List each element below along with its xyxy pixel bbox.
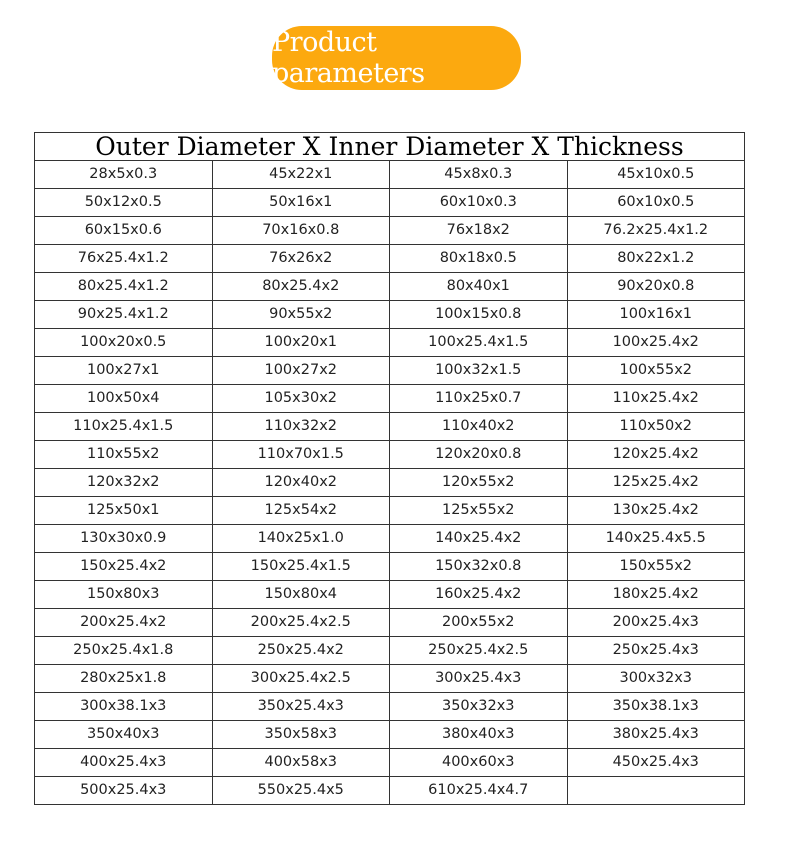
table-cell: 550x25.4x5 xyxy=(212,777,390,805)
table-cell: 400x25.4x3 xyxy=(35,749,213,777)
table-cell: 300x25.4x2.5 xyxy=(212,665,390,693)
table-cell: 500x25.4x3 xyxy=(35,777,213,805)
table-cell: 45x22x1 xyxy=(212,161,390,189)
table-cell: 100x16x1 xyxy=(567,301,745,329)
table-cell: 300x32x3 xyxy=(567,665,745,693)
table-cell-empty xyxy=(567,777,745,805)
table-cell: 80x22x1.2 xyxy=(567,245,745,273)
table-cell: 110x25x0.7 xyxy=(390,385,568,413)
table-row xyxy=(35,581,745,609)
table-row xyxy=(35,385,745,413)
table-cell: 70x16x0.8 xyxy=(212,217,390,245)
table-cell: 200x25.4x3 xyxy=(567,609,745,637)
table-cell: 50x12x0.5 xyxy=(35,189,213,217)
table-row xyxy=(35,749,745,777)
table-cell: 150x25.4x2 xyxy=(35,553,213,581)
parameters-table xyxy=(34,132,745,805)
table-cell: 90x55x2 xyxy=(212,301,390,329)
table-cell: 60x10x0.3 xyxy=(390,189,568,217)
badge-label: Product parameters xyxy=(272,27,425,89)
table-cell: 100x20x0.5 xyxy=(35,329,213,357)
table-cell: 80x18x0.5 xyxy=(390,245,568,273)
table-cell: 110x55x2 xyxy=(35,441,213,469)
table-cell: 110x50x2 xyxy=(567,413,745,441)
table-row xyxy=(35,329,745,357)
table-cell: 100x25.4x2 xyxy=(567,329,745,357)
table-row xyxy=(35,637,745,665)
table-row xyxy=(35,721,745,749)
table-cell: 80x40x1 xyxy=(390,273,568,301)
table-cell: 120x55x2 xyxy=(390,469,568,497)
table-row xyxy=(35,693,745,721)
table-row xyxy=(35,553,745,581)
table-cell: 350x32x3 xyxy=(390,693,568,721)
table-cell: 45x8x0.3 xyxy=(390,161,568,189)
table-cell: 610x25.4x4.7 xyxy=(390,777,568,805)
table-cell: 100x15x0.8 xyxy=(390,301,568,329)
table-cell: 200x25.4x2 xyxy=(35,609,213,637)
table-cell: 100x50x4 xyxy=(35,385,213,413)
table-cell: 150x80x4 xyxy=(212,581,390,609)
table-row xyxy=(35,413,745,441)
table-cell: 76x26x2 xyxy=(212,245,390,273)
table-cell: 280x25x1.8 xyxy=(35,665,213,693)
table-cell: 90x20x0.8 xyxy=(567,273,745,301)
table-cell: 100x32x1.5 xyxy=(390,357,568,385)
table-cell: 105x30x2 xyxy=(212,385,390,413)
table-cell: 140x25x1.0 xyxy=(212,525,390,553)
table-row xyxy=(35,301,745,329)
table-cell: 250x25.4x2.5 xyxy=(390,637,568,665)
table-cell: 140x25.4x5.5 xyxy=(567,525,745,553)
table-cell: 120x32x2 xyxy=(35,469,213,497)
table-cell: 90x25.4x1.2 xyxy=(35,301,213,329)
table-cell: 400x58x3 xyxy=(212,749,390,777)
table-cell: 80x25.4x2 xyxy=(212,273,390,301)
table-cell: 100x27x1 xyxy=(35,357,213,385)
table-cell: 76x25.4x1.2 xyxy=(35,245,213,273)
table-cell: 380x40x3 xyxy=(390,721,568,749)
table-row xyxy=(35,189,745,217)
table-cell: 130x30x0.9 xyxy=(35,525,213,553)
table-cell: 100x20x1 xyxy=(212,329,390,357)
table-header-row xyxy=(35,133,745,161)
table-cell: 380x25.4x3 xyxy=(567,721,745,749)
table-cell: 100x55x2 xyxy=(567,357,745,385)
table-cell: 125x25.4x2 xyxy=(567,469,745,497)
table-cell: 150x55x2 xyxy=(567,553,745,581)
table-cell: 160x25.4x2 xyxy=(390,581,568,609)
table-cell: 250x25.4x2 xyxy=(212,637,390,665)
table-cell: 50x16x1 xyxy=(212,189,390,217)
table-cell: 28x5x0.3 xyxy=(35,161,213,189)
table-row xyxy=(35,273,745,301)
table-header: Outer Diameter X Inner Diameter X Thickness xyxy=(35,133,745,161)
table-cell: 110x25.4x1.5 xyxy=(35,413,213,441)
table-cell: 250x25.4x3 xyxy=(567,637,745,665)
table-cell: 350x25.4x3 xyxy=(212,693,390,721)
table-cell: 120x20x0.8 xyxy=(390,441,568,469)
table-cell: 110x40x2 xyxy=(390,413,568,441)
table-cell: 250x25.4x1.8 xyxy=(35,637,213,665)
table-cell: 80x25.4x1.2 xyxy=(35,273,213,301)
table-cell: 125x54x2 xyxy=(212,497,390,525)
table-row xyxy=(35,161,745,189)
table-row xyxy=(35,525,745,553)
table-row xyxy=(35,777,745,805)
table-cell: 300x38.1x3 xyxy=(35,693,213,721)
table-cell: 76x18x2 xyxy=(390,217,568,245)
table-cell: 350x40x3 xyxy=(35,721,213,749)
product-parameters-badge xyxy=(272,26,521,90)
table-cell: 150x80x3 xyxy=(35,581,213,609)
table-cell: 110x32x2 xyxy=(212,413,390,441)
table-cell: 100x25.4x1.5 xyxy=(390,329,568,357)
table-row xyxy=(35,609,745,637)
table-cell: 180x25.4x2 xyxy=(567,581,745,609)
table-cell: 120x40x2 xyxy=(212,469,390,497)
table-cell: 100x27x2 xyxy=(212,357,390,385)
table-cell: 110x70x1.5 xyxy=(212,441,390,469)
table-cell: 300x25.4x3 xyxy=(390,665,568,693)
table-cell: 450x25.4x3 xyxy=(567,749,745,777)
table-cell: 120x25.4x2 xyxy=(567,441,745,469)
table-cell: 150x32x0.8 xyxy=(390,553,568,581)
table-cell: 200x25.4x2.5 xyxy=(212,609,390,637)
table-cell: 60x10x0.5 xyxy=(567,189,745,217)
table-cell: 76.2x25.4x1.2 xyxy=(567,217,745,245)
table-cell: 350x38.1x3 xyxy=(567,693,745,721)
table-row xyxy=(35,357,745,385)
table-cell: 110x25.4x2 xyxy=(567,385,745,413)
table-row xyxy=(35,665,745,693)
table-row xyxy=(35,441,745,469)
table-cell: 130x25.4x2 xyxy=(567,497,745,525)
table-cell: 125x50x1 xyxy=(35,497,213,525)
table-row xyxy=(35,469,745,497)
table-cell: 60x15x0.6 xyxy=(35,217,213,245)
table-cell: 200x55x2 xyxy=(390,609,568,637)
table-cell: 350x58x3 xyxy=(212,721,390,749)
table-cell: 150x25.4x1.5 xyxy=(212,553,390,581)
table-cell: 140x25.4x2 xyxy=(390,525,568,553)
table-cell: 125x55x2 xyxy=(390,497,568,525)
table-cell: 400x60x3 xyxy=(390,749,568,777)
table-row xyxy=(35,217,745,245)
table-row xyxy=(35,497,745,525)
table-cell: 45x10x0.5 xyxy=(567,161,745,189)
table-row xyxy=(35,245,745,273)
